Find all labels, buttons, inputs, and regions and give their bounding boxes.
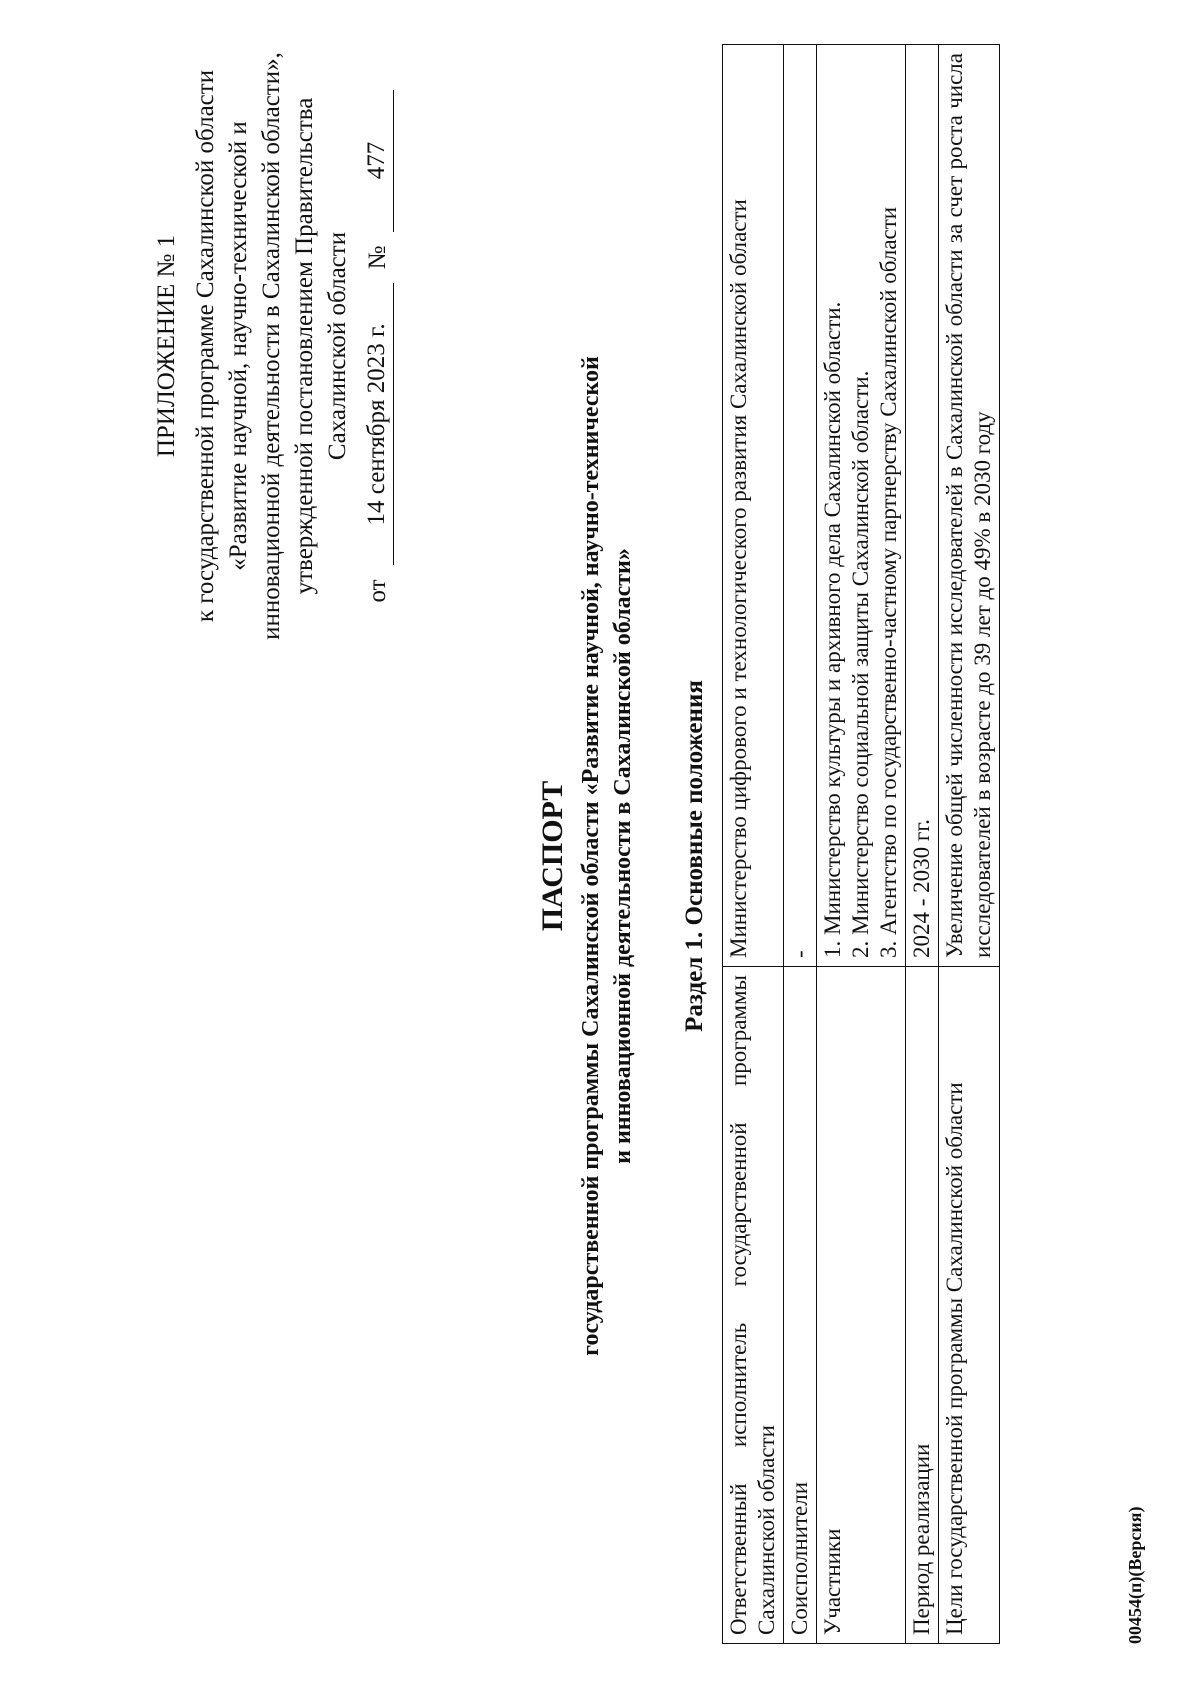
appendix-text: к государственной программе Сахалинской области «Развитие научной, научно-технической и инновационной деятельности в Сахалинской области», утвержденной постановлением Правительства Сахалинской области bbox=[192, 52, 351, 640]
from-label: от bbox=[364, 579, 391, 603]
participants-list bbox=[817, 45, 906, 967]
row-value: 2024 - 2030 гг. bbox=[906, 45, 939, 967]
appendix-title: ПРИЛОЖЕНИЕ № 1 bbox=[153, 234, 180, 458]
appendix-block bbox=[150, 36, 394, 656]
table-row bbox=[723, 45, 784, 1644]
table-row bbox=[817, 45, 906, 1644]
row-label: Участники bbox=[817, 967, 906, 1644]
approval-number: 477 bbox=[360, 90, 394, 232]
approval-line bbox=[360, 36, 394, 656]
list-item: 2. Министерство социальной защиты Сахалинской области. bbox=[848, 370, 873, 958]
list-item: 3. Агентство по государственно-частному партнерству Сахалинской области bbox=[876, 206, 901, 958]
document-code: 00454(п)(Версия) bbox=[1125, 1506, 1145, 1644]
row-label: Цели государственной программы Сахалинской области bbox=[939, 967, 1000, 1644]
table-row bbox=[784, 45, 817, 1644]
row-label: Ответственный исполнитель государственной программы Сахалинской области bbox=[723, 967, 784, 1644]
passport-subtitle: государственной программы Сахалинской области «Развитие научной, научно-технической и инновационной деятельности в Сахалинской области» bbox=[578, 356, 636, 1356]
passport-title: ПАСПОРТ bbox=[536, 780, 569, 932]
passport-heading bbox=[535, 116, 639, 1596]
list-item: 1. Министерство культуры и архивного дела Сахалинской области. bbox=[820, 301, 845, 958]
table-row bbox=[906, 45, 939, 1644]
number-label: № bbox=[364, 245, 391, 270]
row-value: Министерство цифрового и технологического развития Сахалинской области bbox=[723, 45, 784, 967]
section-heading: Раздел 1. Основные положения bbox=[681, 680, 708, 1032]
row-value: Увеличение общей численности исследователей в Сахалинской области за счет роста числа исследователей в возрасте до 39 лет до 49% в 2030 году bbox=[939, 45, 1000, 967]
row-value: - bbox=[784, 45, 817, 967]
table-row bbox=[939, 45, 1000, 1644]
row-label: Период реализации bbox=[906, 967, 939, 1644]
approval-date: 14 сентября 2023 г. bbox=[360, 283, 394, 565]
passport-table bbox=[722, 44, 1000, 1644]
row-label: Соисполнители bbox=[784, 967, 817, 1644]
